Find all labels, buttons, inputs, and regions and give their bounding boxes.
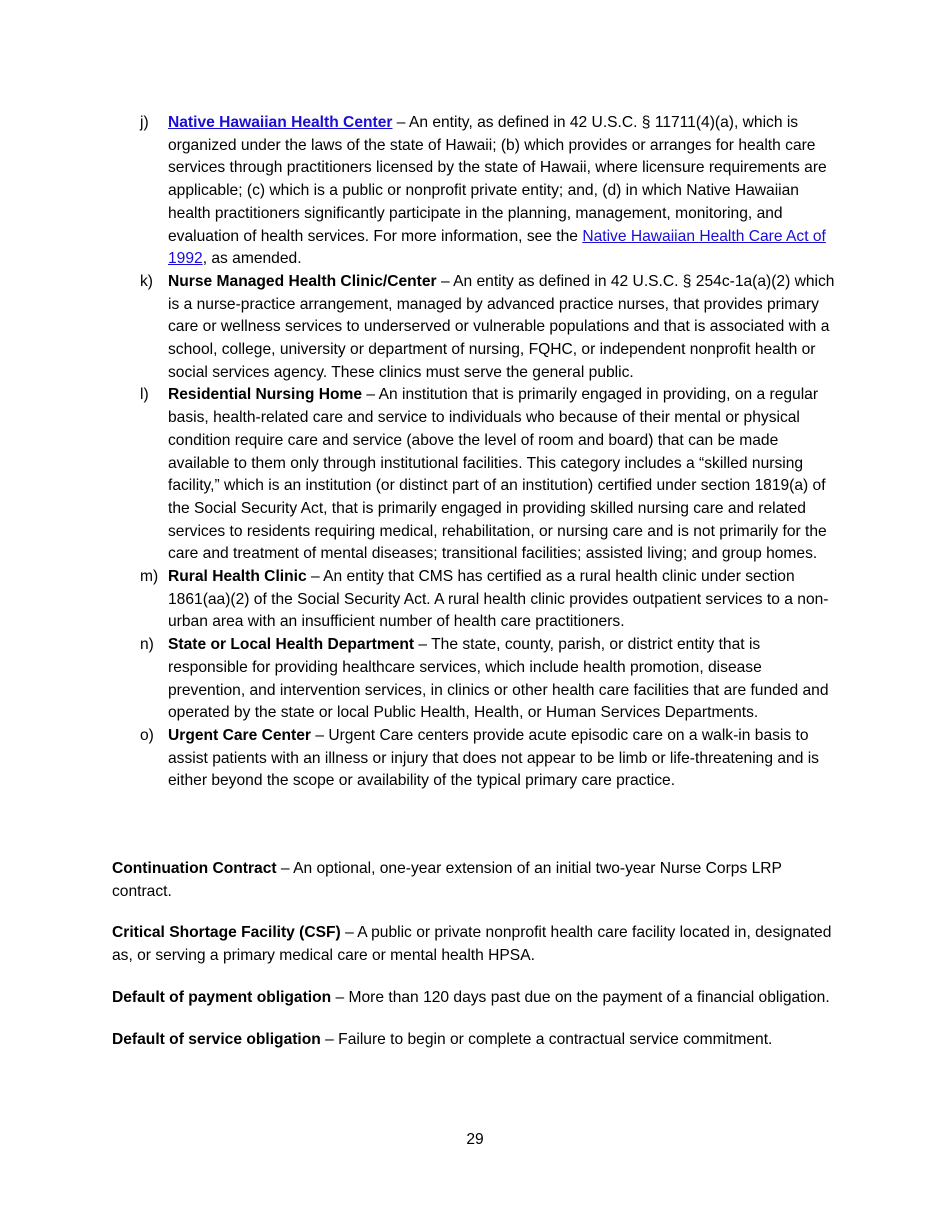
list-item-letter: l) (140, 386, 149, 404)
list-item-text: – An entity, as defined in 42 U.S.C. § 11711(4)(a), which is organized under the laws of the state of Hawaii; (b) which provides or arranges for health care services through practitioners licensed by the state of Hawaii, where licensure requirements are applicable; (c) which is a public or nonprofit private entity; and, (d) in which Native Hawaiian health practitioners significantly participate in the planning, management, monitoring, and evaluation of health services. For more information, see the (168, 114, 827, 245)
definition-text: – An optional, one-year extension of an initial two-year Nurse Corps LRP contract. (112, 860, 782, 900)
native-hawaiian-health-center-link[interactable]: Native Hawaiian Health Center (168, 114, 393, 131)
list-item-term: Rural Health Clinic (168, 568, 307, 586)
facility-type-list (140, 112, 840, 793)
list-item-term: Residential Nursing Home (168, 386, 363, 404)
list-item-residential-nursing-home (140, 384, 840, 566)
list-item-native-hawaiian-health-center (140, 112, 840, 271)
list-item-text: – An entity as defined in 42 U.S.C. § 254c-1a(a)(2) which is a nurse-practice arrangement, managed by advanced practice nurses, that provides primary care or wellness services to underserved or vulnerable populations and that is associated with a school, college, university or department of nursing, FQHC, or independent nonprofit health or social services agency. These clinics must serve the general public. (168, 272, 835, 381)
list-item-text-end: , as amended. (202, 250, 302, 268)
definition-default-service-obligation (112, 1029, 842, 1052)
definition-term: Continuation Contract (112, 860, 277, 877)
list-item-term: Urgent Care Center (168, 726, 311, 744)
list-item-text: – An institution that is primarily engaged in providing, on a regular basis, health-related care and service to individuals who because of their mental or physical condition require care and service (above the level of room and board) that can be made available to them only through institutional facilities. This category includes a “skilled nursing facility,” which is an institution (or distinct part of an institution) certified under section 1819(a) of the Social Security Act, that is primarily engaged in providing skilled nursing care and related services to residents requiring medical, rehabilitation, or nursing care and is not primarily for the care and treatment of mental diseases; transitional facilities; assisted living; and group homes. (168, 386, 827, 563)
list-item-term: Nurse Managed Health Clinic/Center (168, 272, 437, 290)
list-item-letter: j) (140, 114, 149, 131)
list-item-letter: k) (140, 272, 153, 290)
list-item-text: – The state, county, parish, or district entity that is responsible for providing healthcare services, which include health promotion, disease prevention, and intervention services, in clinics or other health care facilities that are funded and operated by the state or local Public Health, Health, or Human Services Departments. (168, 636, 829, 722)
list-item-rural-health-clinic (140, 566, 840, 634)
list-item-state-local-health-department (140, 634, 840, 725)
definition-default-payment-obligation (112, 987, 842, 1010)
list-item-letter: m) (140, 568, 159, 586)
list-item-urgent-care-center (140, 725, 840, 793)
list-item-text: – Urgent Care centers provide acute episodic care on a walk-in basis to assist patients with an illness or injury that does not appear to be limb or life-threatening and is either beyond the scope or availability of the typical primary care practice. (168, 726, 819, 790)
definition-term: Default of service obligation (112, 1030, 321, 1048)
list-item-text: – An entity that CMS has certified as a rural health clinic under section 1861(aa)(2) of the Social Security Act. A rural health clinic provides outpatient services to a non-urban area with an insufficient number of health care practitioners. (168, 568, 829, 631)
definition-text: – More than 120 days past due on the payment of a financial obligation. (331, 988, 830, 1006)
list-item-letter: n) (140, 636, 154, 654)
list-item-nurse-managed-health-clinic (140, 271, 840, 385)
definition-continuation-contract (112, 858, 842, 903)
page-number: 29 (466, 1131, 484, 1148)
definition-term: Critical Shortage Facility (CSF) (112, 924, 341, 942)
definitions-section (112, 858, 842, 1070)
list-item-term: State or Local Health Department (168, 636, 415, 654)
native-hawaiian-health-care-act-link[interactable]: Native Hawaiian Health Care Act of 1992 (168, 227, 826, 268)
definition-text: – Failure to begin or complete a contractual service commitment. (320, 1030, 773, 1048)
definition-term: Default of payment obligation (112, 988, 332, 1006)
list-item-letter: o) (140, 726, 154, 744)
definition-critical-shortage-facility (112, 922, 842, 967)
definition-text: – A public or private nonprofit health care facility located in, designated as, or serving a primary medical care or mental health HPSA. (112, 924, 832, 965)
